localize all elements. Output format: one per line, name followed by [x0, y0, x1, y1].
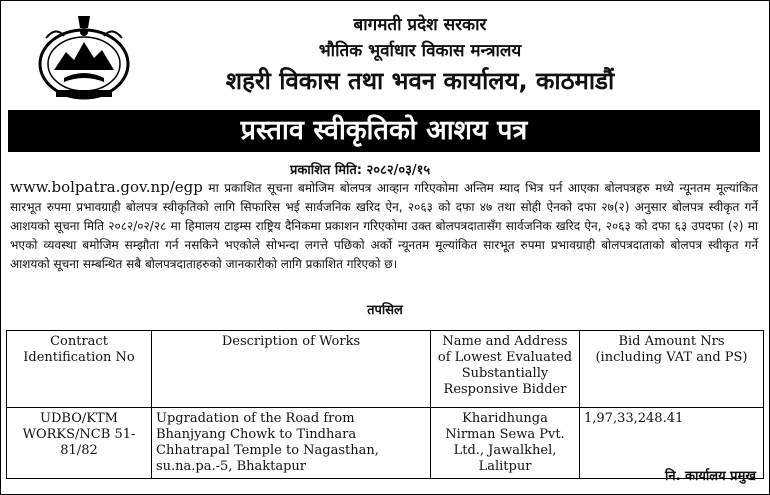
ministry-title: भौतिक भूर्वाधार विकास मन्त्रालय	[318, 41, 522, 61]
published-date: प्रकाशित मिति: २०८२/०३/१५	[290, 163, 431, 178]
cell-contract-id: UDBO/KTM WORKS/NCB 51-81/82	[7, 408, 152, 479]
header-bid-amount: Bid Amount Nrs (including VAT and PS)	[580, 331, 764, 408]
nepal-government-emblem-icon	[34, 8, 134, 102]
cell-bidder: Kharidhunga Nirman Sewa Pvt. Ltd., Jawalkhel, Lalitpur	[431, 408, 580, 479]
header-description: Description of Works	[152, 331, 431, 408]
header-contract-id: Contract Identification No	[7, 331, 152, 408]
notice-body-text: मा प्रकाशित सूचना बमोजिम बोलपत्र आव्हान गरिएकोमा अन्तिम म्याद भित्र पर्न आएका बोलपत्रहरु मध्ये न्यूनतम मूल्यांकित सारभूत रुपमा प्रभावग्राही बोलपत्र स्वीकृतिको लागि सिफारिस भई सार्वजनिक खरिद ऐन, २०६३ को दफा ४७ तथा सोही ऐनको दफा २७(२) अनुसार बोलपत्र स्वीकृत गर्ने आशयको सूचना मिति २०८२/०२/२८ मा हिमालय टाइम्स राष्ट्रिय दैनिकमा प्रकाशन गरिएकोमा उक्त बोलपत्रदातासँग सार्वजनिक खरिद ऐन, २०६३ को दफा ६३ उपदफा (२) मा भएको व्यवस्था बमोजिम सम्झौता गर्न नसकिने भएकोले सोभन्दा लगत्ते पछिको अर्को न्यूनतम मूल्यांकित सारभूत रुपमा प्रभावग्राही बोलपत्रदाताको बोलपत्र स्वीकृत गर्ने आशयको सूचना सम्बन्धित सबै बोलपत्रदाताहरुको जानकारीको लागि प्रकाशित गरिएको छ।	[10, 181, 758, 271]
award-table	[6, 330, 764, 479]
office-chief-signature: नि. कार्यालय प्रमुख	[665, 469, 756, 484]
notice-body	[10, 178, 758, 274]
details-subtitle: तपसिल	[367, 303, 403, 318]
cell-bid-amount: 1,97,33,248.41	[580, 408, 764, 479]
cell-description: Upgradation of the Road from Bhanjyang Chowk to Tindhara Chhatrapal Temple to Nagasthan, su.na.pa.-5, Bhaktapur	[152, 408, 431, 479]
bolpatra-link[interactable]: www.bolpatra.gov.np/egp	[10, 178, 203, 196]
province-government-title: बागमती प्रदेश सरकार	[353, 15, 487, 35]
office-title: शहरी विकास तथा भवन कार्यालय, काठमाडौं	[225, 67, 615, 95]
notice-title-banner: प्रस्ताव स्वीकृतिको आशय पत्र	[8, 110, 760, 152]
table-row	[7, 408, 764, 479]
header-bidder: Name and Address of Lowest Evaluated Substantially Responsive Bidder	[431, 331, 580, 408]
table-header-row	[7, 331, 764, 408]
